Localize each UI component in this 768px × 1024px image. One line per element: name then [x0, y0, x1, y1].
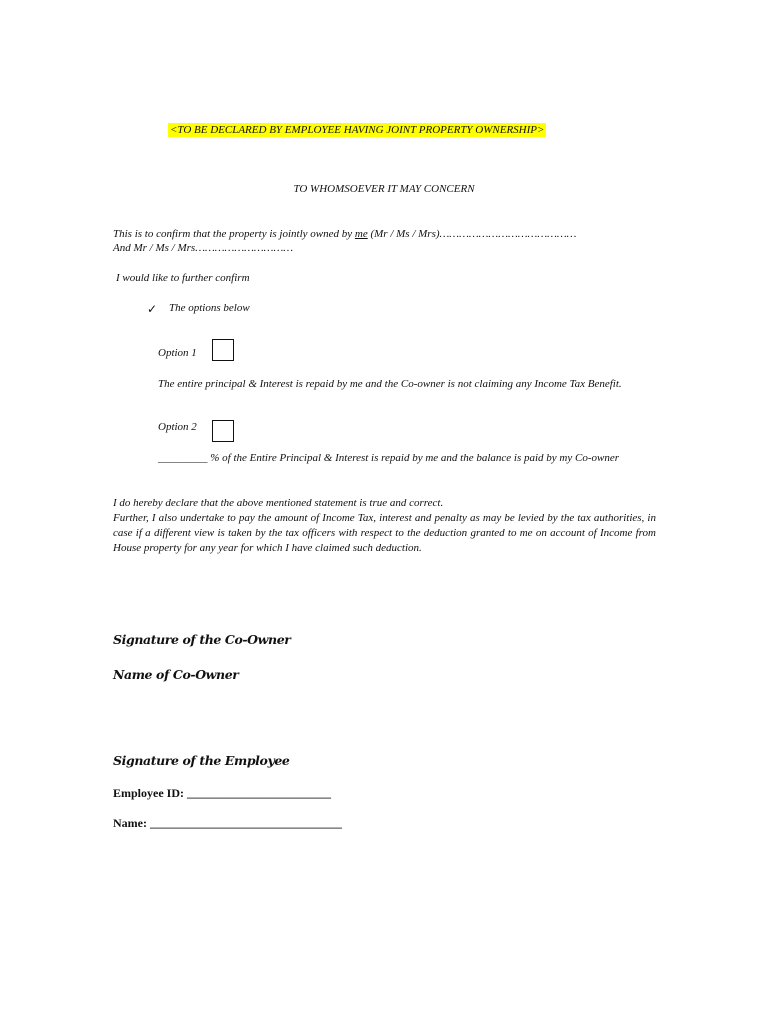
declaration-banner: <TO BE DECLARED BY EMPLOYEE HAVING JOINT PROPERTY OWNERSHIP> — [170, 124, 545, 136]
option-2-checkbox[interactable] — [212, 420, 234, 442]
declaration-line-2: Further, I also undertake to pay the amount of Income Tax, interest and penalty as may be levied by the tax authorities, in case if a different view is taken by the tax officers with respect to the deduction granted to me on account of Income from House property for any year for which I have claimed such deduction. — [113, 512, 656, 554]
confirmation-line-1 — [113, 228, 576, 240]
checkmark-icon: ✓ — [147, 302, 158, 316]
option-1-text: The entire principal & Interest is repaid by me and the Co-owner is not claiming any Income Tax Benefit. — [158, 378, 622, 390]
option-2-label: Option 2 — [158, 421, 197, 433]
confirmation-suffix: (Mr / Ms / Mrs)…………………………………… — [367, 228, 577, 240]
employee-signature-label: Signature of the Employee — [113, 753, 290, 768]
option-1-label: Option 1 — [158, 347, 197, 359]
co-owner-name-label: Name of Co-Owner — [113, 667, 239, 682]
confirmation-me: me — [354, 228, 368, 240]
option-2-text: _________ % of the Entire Principal & Interest is repaid by me and the balance is paid by my Co-owner — [158, 452, 620, 464]
further-confirm-text: I would like to further confirm — [116, 272, 250, 284]
confirmation-line-2: And Mr / Ms / Mrs………………………… — [113, 242, 294, 254]
co-owner-signature-label: Signature of the Co-Owner — [113, 632, 291, 647]
options-below-label: The options below — [169, 302, 250, 314]
declaration-line-1: I do hereby declare that the above mentioned statement is true and correct. — [113, 497, 444, 509]
name-field[interactable]: Name: ________________________________ — [113, 816, 342, 830]
salutation-heading: TO WHOMSOEVER IT MAY CONCERN — [293, 183, 475, 195]
confirmation-prefix: This is to confirm that the property is jointly owned by — [113, 228, 355, 240]
option-1-checkbox[interactable] — [212, 339, 234, 361]
employee-id-field[interactable]: Employee ID: ________________________ — [113, 786, 331, 800]
